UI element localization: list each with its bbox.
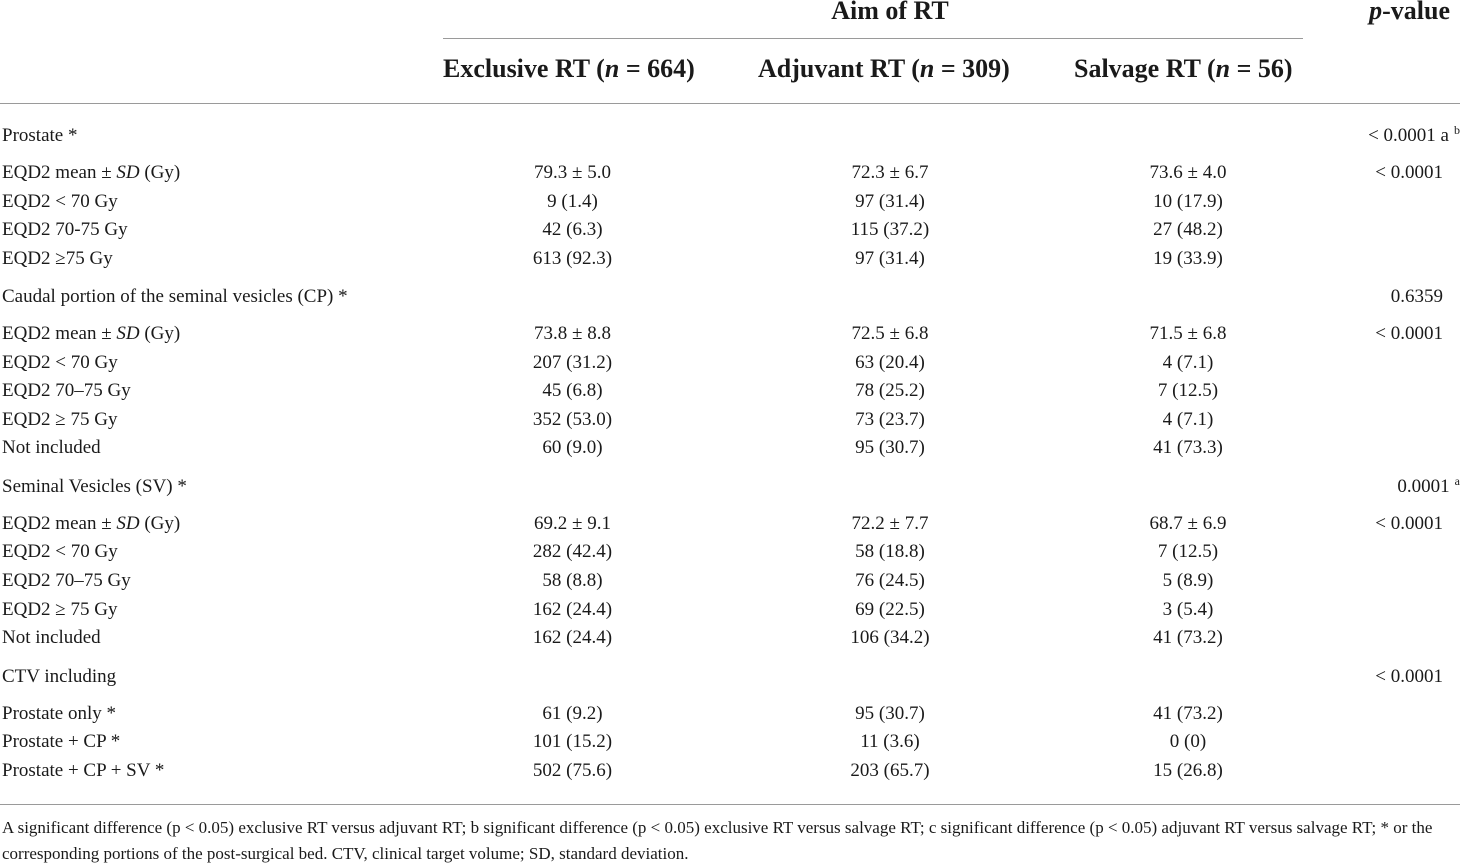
cell-exclusive-rt: 613 (92.3) [532,248,613,269]
cell-salvage-rt: 41 (73.3) [1153,437,1223,458]
cell-exclusive-rt: 73.8 ± 8.8 [534,323,611,344]
cell-p-value: < 0.0001 [1375,162,1443,183]
row-label: EQD2 < 70 Gy [2,352,118,373]
cell-salvage-rt: 5 (8.9) [1162,570,1214,591]
cell-adjuvant-rt: 72.5 ± 6.8 [851,323,929,344]
cell-adjuvant-rt: 95 (30.7) [855,703,925,724]
cell-salvage-rt: 27 (48.2) [1153,219,1223,240]
cell-adjuvant-rt: 63 (20.4) [855,352,925,373]
cell-salvage-rt: 41 (73.2) [1153,703,1223,724]
header-bottom-rule [0,103,1460,104]
cell-exclusive-rt: 60 (9.0) [542,437,603,458]
cell-p-value: 0.0001 $^a$ [1397,473,1460,497]
row-label: EQD2 mean ± SD (Gy) [2,513,181,534]
cell-exclusive-rt: 9 (1.4) [547,191,598,212]
cell-adjuvant-rt: 95 (30.7) [855,437,925,458]
cell-exclusive-rt: 45 (6.8) [542,380,603,401]
cell-adjuvant-rt: 97 (31.4) [855,191,925,212]
row-label: EQD2 ≥ 75 Gy [2,409,118,430]
cell-adjuvant-rt: 78 (25.2) [855,380,925,401]
cell-p-value: < 0.0001 [1375,323,1443,344]
pvalue-column-header: p-value [1369,0,1450,25]
cell-exclusive-rt: 207 (31.2) [532,352,613,373]
cell-salvage-rt: 3 (5.4) [1162,599,1214,620]
cell-salvage-rt: 4 (7.1) [1162,352,1214,373]
cell-p-value: 0.6359 [1390,286,1443,307]
cell-adjuvant-rt: 72.2 ± 7.7 [851,513,929,534]
cell-exclusive-rt: 42 (6.3) [542,219,603,240]
row-label: Prostate + CP * [2,731,121,752]
row-label: EQD2 mean ± SD (Gy) [2,162,181,183]
cell-p-value: < 0.0001 [1375,666,1443,687]
row-label: EQD2 ≥75 Gy [2,248,113,269]
cell-adjuvant-rt: 72.3 ± 6.7 [851,162,929,183]
cell-exclusive-rt: 162 (24.4) [532,599,613,620]
cell-salvage-rt: 4 (7.1) [1162,409,1214,430]
cell-salvage-rt: 71.5 ± 6.8 [1149,323,1227,344]
row-label: Seminal Vesicles (SV) * [2,476,187,497]
row-label: Not included [2,437,101,458]
cell-exclusive-rt: 101 (15.2) [532,731,613,752]
cell-salvage-rt: 15 (26.8) [1153,760,1223,781]
row-label: Prostate * [2,125,78,146]
column-header-salvage-rt: Salvage RT (n = 56) [1074,54,1293,83]
column-header-exclusive-rt: Exclusive RT (n = 664) [443,54,695,83]
cell-salvage-rt: 0 (0) [1169,731,1207,752]
cell-exclusive-rt: 79.3 ± 5.0 [534,162,611,183]
table-bottom-rule [0,804,1460,805]
cell-adjuvant-rt: 106 (34.2) [850,627,930,648]
cell-p-value: < 0.0001 [1375,513,1443,534]
row-label: CTV including [2,666,117,687]
cell-adjuvant-rt: 69 (22.5) [855,599,925,620]
cell-exclusive-rt: 58 (8.8) [542,570,603,591]
row-label: Prostate only * [2,703,116,724]
row-label: EQD2 ≥ 75 Gy [2,599,118,620]
cell-adjuvant-rt: 73 (23.7) [855,409,925,430]
table-footnote: A significant difference (p < 0.05) exclusive RT versus adjuvant RT; b significant difference (p < 0.05) exclusive RT versus salvage RT; c significant difference (p < 0.05) adjuvant RT versus salvage RT; * or the corresponding portions of the post-surgical bed. CTV, clinical target volume; SD, standard deviation. [2,818,1433,863]
cell-salvage-rt: 10 (17.9) [1153,191,1223,212]
cell-adjuvant-rt: 58 (18.8) [855,541,925,562]
cell-salvage-rt: 73.6 ± 4.0 [1149,162,1227,183]
cell-adjuvant-rt: 76 (24.5) [855,570,925,591]
cell-exclusive-rt: 61 (9.2) [542,703,603,724]
row-label: Caudal portion of the seminal vesicles (CP) * [2,286,348,307]
cell-exclusive-rt: 502 (75.6) [532,760,613,781]
cell-salvage-rt: 68.7 ± 6.9 [1149,513,1227,534]
row-label: EQD2 mean ± SD (Gy) [2,323,181,344]
row-label: EQD2 70–75 Gy [2,570,131,591]
cell-salvage-rt: 7 (12.5) [1157,541,1219,562]
row-label: EQD2 70-75 Gy [2,219,128,240]
cell-adjuvant-rt: 115 (37.2) [850,219,930,240]
row-label: EQD2 < 70 Gy [2,191,118,212]
row-label: Not included [2,627,101,648]
cell-adjuvant-rt: 97 (31.4) [855,248,925,269]
cell-exclusive-rt: 282 (42.4) [532,541,613,562]
cell-exclusive-rt: 352 (53.0) [532,409,613,430]
row-label: EQD2 70–75 Gy [2,380,131,401]
cell-p-value: < 0.0001 a $^b$ [1368,122,1460,146]
cell-salvage-rt: 19 (33.9) [1153,248,1223,269]
group-header-rule [443,38,1303,39]
cell-adjuvant-rt: 203 (65.7) [850,760,930,781]
cell-salvage-rt: 7 (12.5) [1157,380,1219,401]
row-label: Prostate + CP + SV * [2,760,165,781]
cell-adjuvant-rt: 11 (3.6) [860,731,920,752]
cell-exclusive-rt: 162 (24.4) [532,627,613,648]
column-header-adjuvant-rt: Adjuvant RT (n = 309) [758,54,1010,83]
cell-exclusive-rt: 69.2 ± 9.1 [534,513,611,534]
row-label: EQD2 < 70 Gy [2,541,118,562]
cell-salvage-rt: 41 (73.2) [1153,627,1223,648]
group-title: Aim of RT [831,0,949,25]
